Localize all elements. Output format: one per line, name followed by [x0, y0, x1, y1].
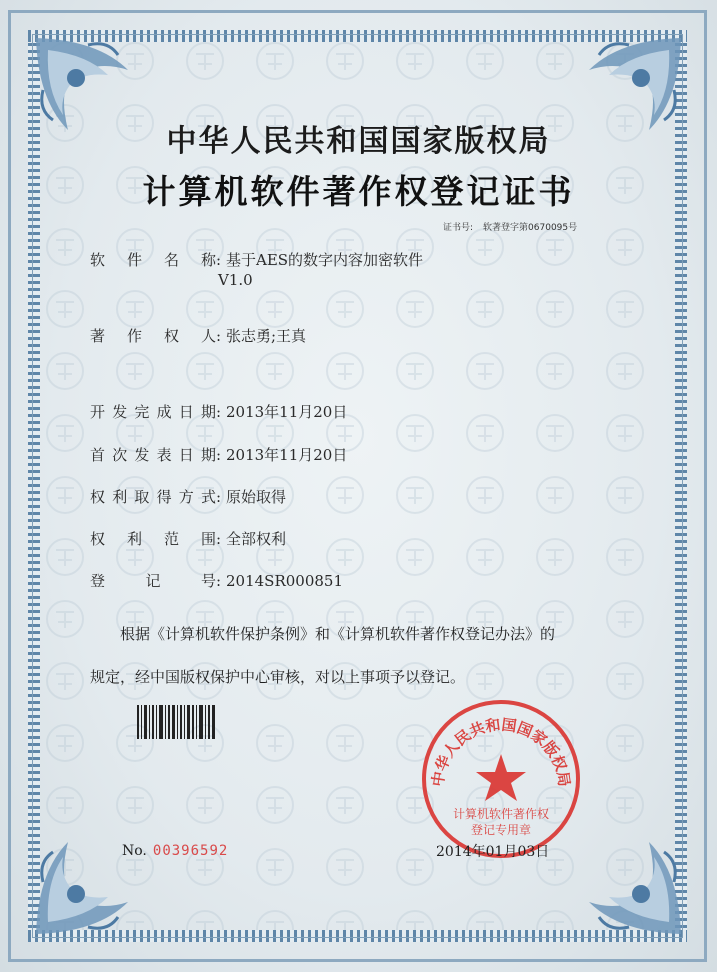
field-label: 开发完成日期	[90, 403, 216, 421]
field-label: 著作权人	[90, 327, 216, 345]
issue-date: 2014年01月03日	[436, 844, 550, 860]
certificate-number-value: 软著登字第0670095号	[483, 223, 578, 233]
seal-ring-text: 中华人民共和国国家版权局	[428, 715, 574, 788]
serial-number-value: 00396592	[152, 843, 229, 859]
field-label: 权利范围	[90, 530, 216, 548]
body-text-line1: 根据《计算机软件保护条例》和《计算机软件著作权登记办法》的	[120, 625, 556, 643]
field-first-publish-date: 首次发表日期: 2013年11月20日	[90, 446, 348, 464]
first-publish-date-value: 2013年11月20日	[226, 446, 348, 464]
serial-number	[122, 843, 228, 859]
corner-ornament-bottom-right	[574, 827, 689, 942]
acquisition-method-value: 原始取得	[226, 488, 287, 506]
official-seal	[420, 698, 582, 860]
seal-inner-line1: 计算机软件著作权	[452, 807, 550, 821]
registration-number-value: 2014SR000851	[226, 572, 344, 590]
completion-date-value: 2013年11月20日	[226, 403, 348, 421]
certificate-number	[443, 220, 577, 233]
software-name-value: 基于AES的数字内容加密软件	[226, 251, 424, 269]
field-label: 首次发表日期	[90, 446, 216, 464]
field-software-name: 软件名称: 基于AES的数字内容加密软件	[90, 251, 424, 269]
seal-star-icon	[476, 754, 526, 801]
field-completion-date: 开发完成日期: 2013年11月20日	[90, 403, 348, 421]
field-acquisition-method: 权利取得方式: 原始取得	[90, 488, 287, 506]
serial-number-label: No.	[122, 843, 147, 859]
field-registration-number: 登记号: 2014SR000851	[90, 572, 344, 590]
issuing-authority: 中华人民共和国国家版权局	[166, 124, 551, 159]
body-text-line2: 规定，经中国版权保护中心审核，对以上事项予以登记。	[90, 668, 466, 686]
scope-value: 全部权利	[226, 530, 287, 548]
field-copyright-owner: 著作权人: 张志勇;王真	[90, 327, 307, 345]
field-label: 登记号	[90, 572, 216, 590]
certificate-title: 计算机软件著作权登记证书	[142, 172, 575, 211]
field-label: 软件名称	[90, 251, 216, 269]
seal-inner-line2: 登记专用章	[470, 823, 532, 837]
field-scope: 权利范围: 全部权利	[90, 530, 287, 548]
certificate-number-label: 证书号:	[443, 223, 474, 233]
barcode	[137, 705, 215, 739]
software-version: V1.0	[218, 271, 253, 289]
field-label: 权利取得方式	[90, 488, 216, 506]
copyright-owner-value: 张志勇;王真	[226, 327, 307, 345]
